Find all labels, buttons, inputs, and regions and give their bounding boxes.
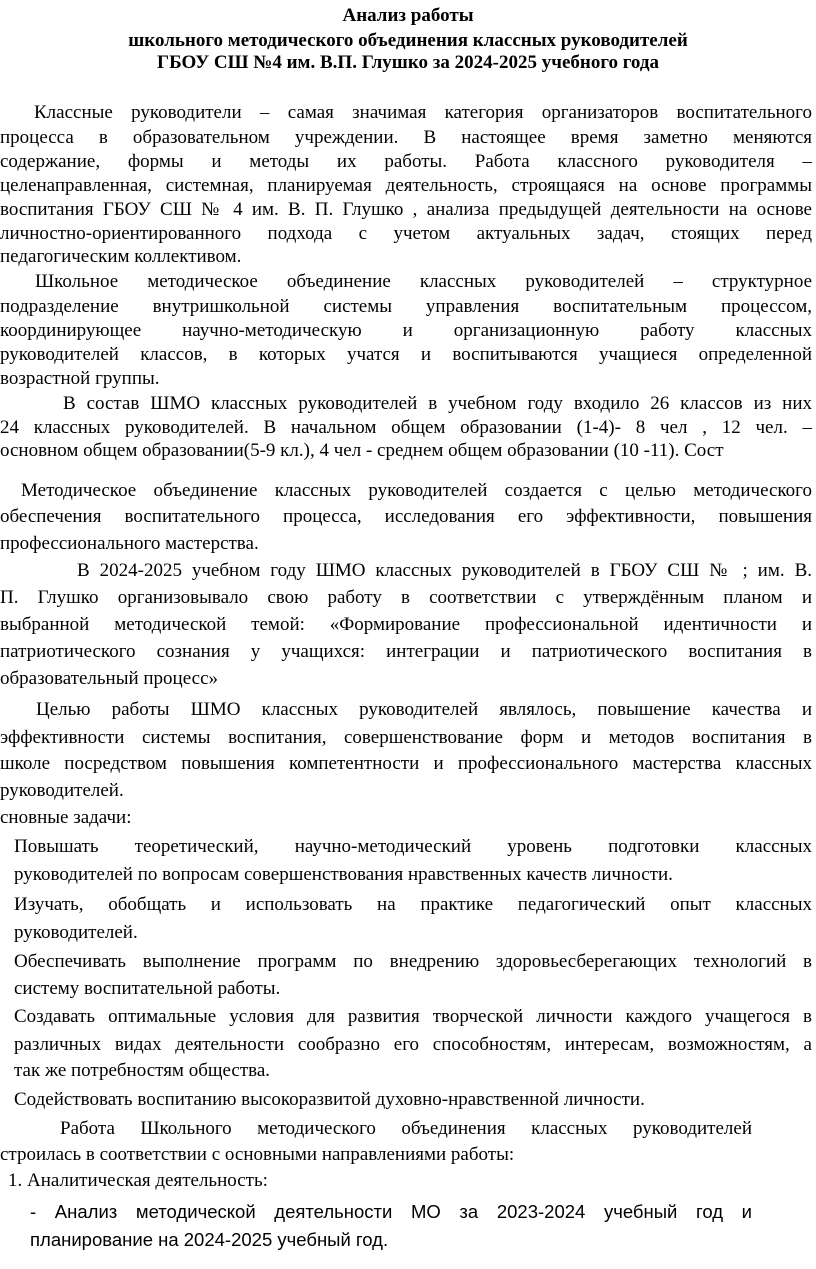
paragraph-line: В 2024-2025 учебном году ШМО классных руководителей в ГБОУ СШ № ; им. В. (77, 560, 812, 581)
paragraph-line: руководителей. (0, 780, 124, 801)
list-item: руководителей по вопросам совершенствования нравственных качеств личности. (14, 864, 673, 885)
paragraph-line: подразделение внутришкольной системы управления воспитательным процессом, (0, 296, 812, 317)
list-item: Обеспечивать выполнение программ по внедрению здоровьесберегающих технологий в (14, 951, 812, 972)
list-item: Содействовать воспитанию высокоразвитой духовно-нравственной личности. (14, 1089, 645, 1110)
paragraph-line: педагогическим коллективом. (0, 246, 242, 267)
document-title-line-2: школьного методического объединения классных руководителей (128, 30, 688, 51)
paragraph-line: воспитания ГБОУ СШ № 4 им. В. П. Глушко , анализа предыдущей деятельности на основе (0, 199, 812, 220)
list-item: так же потребностям общества. (14, 1060, 271, 1081)
paragraph-line: обеспечения воспитательного процесса, исследования его эффективности, повышения (0, 506, 812, 527)
subitem-line: планирование на 2024-2025 учебный год. (30, 1229, 389, 1250)
paragraph-line: Школьное методическое объединение классных руководителей – структурное (35, 271, 812, 292)
paragraph-line: Работа Школьного методического объединения классных руководителей (60, 1118, 752, 1139)
tasks-heading: сновные задачи: (0, 807, 132, 828)
paragraph-line: личностно-ориентированного подхода с учетом актуальных задач, стоящих перед (0, 223, 812, 244)
paragraph-line: строилась в соответствии с основными направлениями работы: (0, 1144, 515, 1165)
list-item: Создавать оптимальные условия для развития творческой личности каждого учащегося в (14, 1006, 812, 1027)
paragraph-line: содержание, формы и методы их работы. Работа классного руководителя – (0, 151, 812, 172)
paragraph-line: процесса в образовательном учреждении. В настоящее время заметно меняются (0, 127, 812, 148)
numbered-item: 1. Аналитическая деятельность: (8, 1170, 268, 1191)
document-title-line-3: ГБОУ СШ №4 им. В.П. Глушко за 2024-2025 учебного года (157, 52, 659, 73)
paragraph-line: Классные руководители – самая значимая категория организаторов воспитательного (34, 102, 812, 123)
list-item: различных видах деятельности сообразно его способностям, интересам, возможностям, а (14, 1034, 812, 1055)
paragraph-line: Методическое объединение классных руководителей создается с целью методического (21, 480, 812, 501)
subitem-line: - Анализ методической деятельности МО за 2023-2024 учебный год и (30, 1201, 752, 1222)
paragraph-line: школе посредством повышения компетентности и профессионального мастерства классных (0, 753, 812, 774)
paragraph-line: П. Глушко организовывало свою работу в соответствии с утверждённым планом и (0, 587, 812, 608)
list-item: Повышать теоретический, научно-методический уровень подготовки классных (14, 836, 812, 857)
paragraph-line: координирующее научно-методическую и организационную работу классных (0, 320, 812, 341)
paragraph-line: образовательный процесс» (0, 668, 218, 689)
document-title-line-1: Анализ работы (342, 5, 474, 26)
paragraph-line: 24 классных руководителей. В начальном общем образовании (1-4)- 8 чел , 12 чел. – (0, 417, 812, 438)
list-item: Изучать, обобщать и использовать на практике педагогический опыт классных (14, 894, 812, 915)
paragraph-line: целенаправленная, системная, планируемая деятельность, строящаяся на основе программы (0, 175, 812, 196)
paragraph-line: профессионального мастерства. (0, 533, 259, 554)
paragraph-line: руководителей классов, в которых учатся и воспитываются учащиеся определенной (0, 344, 812, 365)
paragraph-line: В состав ШМО классных руководителей в учебном году входило 26 классов из них (63, 393, 812, 414)
list-item: руководителей. (14, 922, 138, 943)
paragraph-line: выбранной методической темой: «Формирование профессиональной идентичности и (0, 614, 812, 635)
paragraph-line: возрастной группы. (0, 368, 160, 389)
paragraph-line: патриотического сознания у учащихся: интеграции и патриотического воспитания в (0, 641, 812, 662)
paragraph-line: Целью работы ШМО классных руководителей являлось, повышение качества и (36, 699, 812, 720)
paragraph-line: эффективности системы воспитания, совершенствование форм и методов воспитания в (0, 727, 812, 748)
list-item: систему воспитательной работы. (14, 978, 281, 999)
paragraph-line: основном общем образовании(5-9 кл.), 4 чел - среднем общем образовании (10 -11). Сост (0, 440, 724, 461)
